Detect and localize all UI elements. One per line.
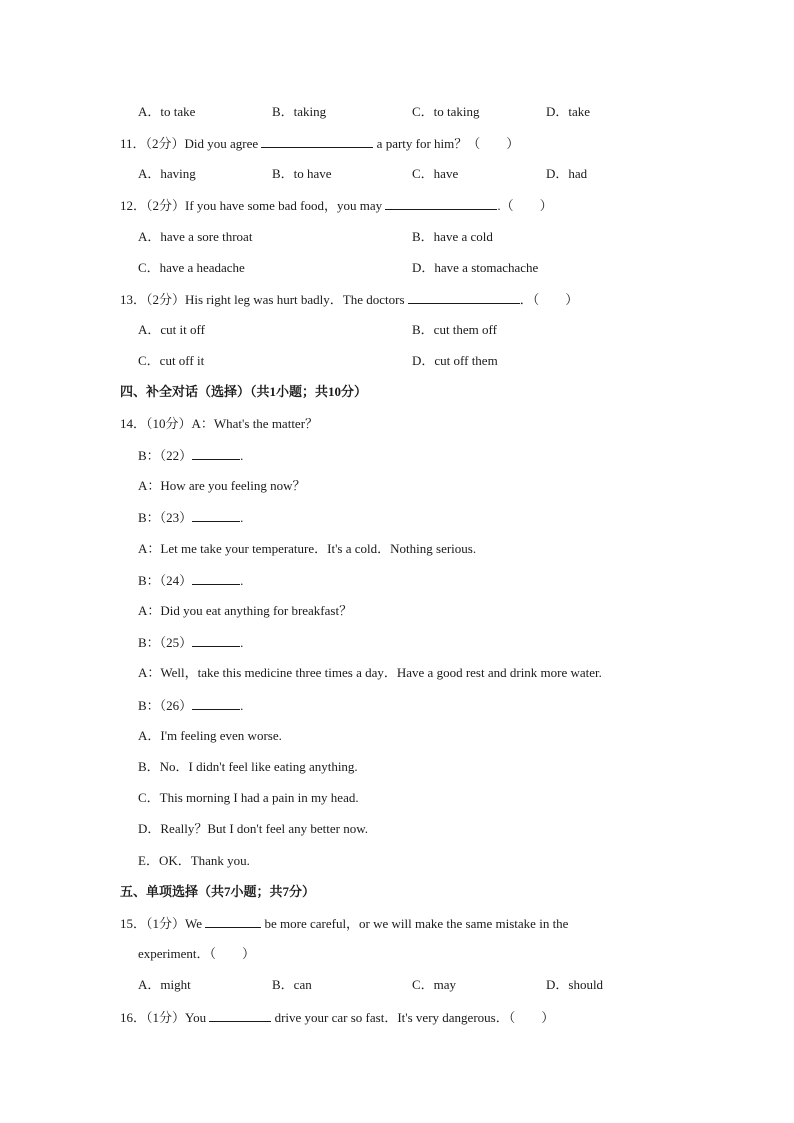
q12-option-b[interactable]: B．have a cold (412, 229, 493, 244)
q13-option-d[interactable]: D．cut off them (412, 353, 498, 368)
dialog-speaker: B：（23） (138, 510, 193, 525)
q14-blank-26[interactable] (192, 697, 240, 710)
q14-option-a[interactable]: A．I'm feeling even worse. (138, 728, 282, 743)
q14-dialog-line (138, 572, 243, 589)
dialog-punct: . (240, 635, 244, 650)
q14-dialog-line: A：Well，take this medicine three times a day．Have a good rest and drink more water. (138, 665, 602, 680)
q14-option-c[interactable]: C．This morning I had a pain in my head. (138, 790, 359, 805)
q16-stem-pre: 16．（1分）You (120, 1010, 210, 1025)
dialog-punct: . (240, 698, 244, 713)
q12-stem-pre: 12．（2分）If you have some bad food，you may (120, 198, 386, 213)
q13-option-a[interactable]: A．cut it off (138, 322, 205, 337)
q12-option-a[interactable]: A．have a sore throat (138, 229, 253, 244)
q11-stem (120, 135, 519, 152)
q13-answer-blank[interactable] (408, 291, 520, 304)
q15-stem-line2: experiment．（ ） (138, 946, 255, 961)
q10-option-d[interactable]: D．take (546, 104, 591, 119)
q11-option-d[interactable]: D．had (546, 166, 588, 181)
q12-stem-post: .（ ） (497, 198, 553, 213)
q15-option-d[interactable]: D．should (546, 977, 604, 992)
q15-stem-pre: 15．（1分）We (120, 916, 206, 931)
q16-stem-post: drive your car so fast．It's very dangerous．（ ） (271, 1010, 555, 1025)
q14-dialog-line: A：Let me take your temperature．It's a cold．Nothing serious. (138, 541, 477, 556)
q15-stem (120, 915, 675, 932)
q10-option-b[interactable]: B．taking (272, 104, 327, 119)
q12-option-c[interactable]: C．have a headache (138, 260, 245, 275)
q13-option-c[interactable]: C．cut off it (138, 353, 205, 368)
q11-stem-post: a party for him？（ ） (373, 136, 520, 151)
q14-dialog-line: A：How are you feeling now？ (138, 478, 306, 493)
q14-blank-23[interactable] (192, 509, 240, 522)
q10-option-a[interactable]: A．to take (138, 104, 196, 119)
q15-option-c[interactable]: C．may (412, 977, 457, 992)
q11-answer-blank[interactable] (261, 135, 373, 148)
q13-stem (120, 291, 578, 308)
q12-stem (120, 197, 553, 214)
q14-dialog-line: A：Did you eat anything for breakfast？ (138, 603, 353, 618)
q15-option-b[interactable]: B．can (272, 977, 312, 992)
q14-option-e[interactable]: E．OK．Thank you. (138, 853, 250, 868)
q11-option-b[interactable]: B．to have (272, 166, 332, 181)
dialog-speaker: B：（24） (138, 573, 193, 588)
q10-option-c[interactable]: C．to taking (412, 104, 480, 119)
dialog-speaker: B：（26） (138, 698, 193, 713)
section-4-heading: 四、补全对话（选择）（共1小题；共10分） (120, 384, 368, 399)
q15-answer-blank[interactable] (205, 915, 261, 928)
q14-dialog-line (138, 697, 243, 714)
dialog-speaker: B：（25） (138, 635, 193, 650)
q11-option-a[interactable]: A．having (138, 166, 196, 181)
q16-answer-blank[interactable] (209, 1009, 271, 1022)
dialog-punct: . (240, 510, 244, 525)
dialog-punct: . (240, 448, 244, 463)
q14-option-d[interactable]: D．Really？But I don't feel any better now. (138, 821, 369, 836)
q14-option-b[interactable]: B．No．I didn't feel like eating anything. (138, 759, 358, 774)
q11-option-c[interactable]: C．have (412, 166, 459, 181)
q11-stem-pre: 11．（2分）Did you agree (120, 136, 262, 151)
q12-option-d[interactable]: D．have a stomachache (412, 260, 539, 275)
q14-blank-22[interactable] (192, 447, 240, 460)
section-5-heading: 五、单项选择（共7小题；共7分） (120, 884, 316, 899)
q13-stem-post: ．（ ） (519, 292, 579, 307)
q14-stem: 14．（10分）A：What's the matter？ (120, 416, 319, 431)
q12-answer-blank[interactable] (385, 197, 497, 210)
q14-dialog-line (138, 634, 243, 651)
q13-option-b[interactable]: B．cut them off (412, 322, 497, 337)
q14-blank-25[interactable] (192, 634, 240, 647)
dialog-punct: . (240, 573, 244, 588)
q14-dialog-line (138, 447, 243, 464)
dialog-speaker: B：（22） (138, 448, 193, 463)
q13-stem-pre: 13．（2分）His right leg was hurt badly．The doctors (120, 292, 408, 307)
q14-blank-24[interactable] (192, 572, 240, 585)
q15-option-a[interactable]: A．might (138, 977, 191, 992)
q14-dialog-line (138, 509, 243, 526)
q16-stem (120, 1009, 554, 1026)
q15-stem-post: be more careful，or we will make the same mistake in the (261, 916, 569, 931)
